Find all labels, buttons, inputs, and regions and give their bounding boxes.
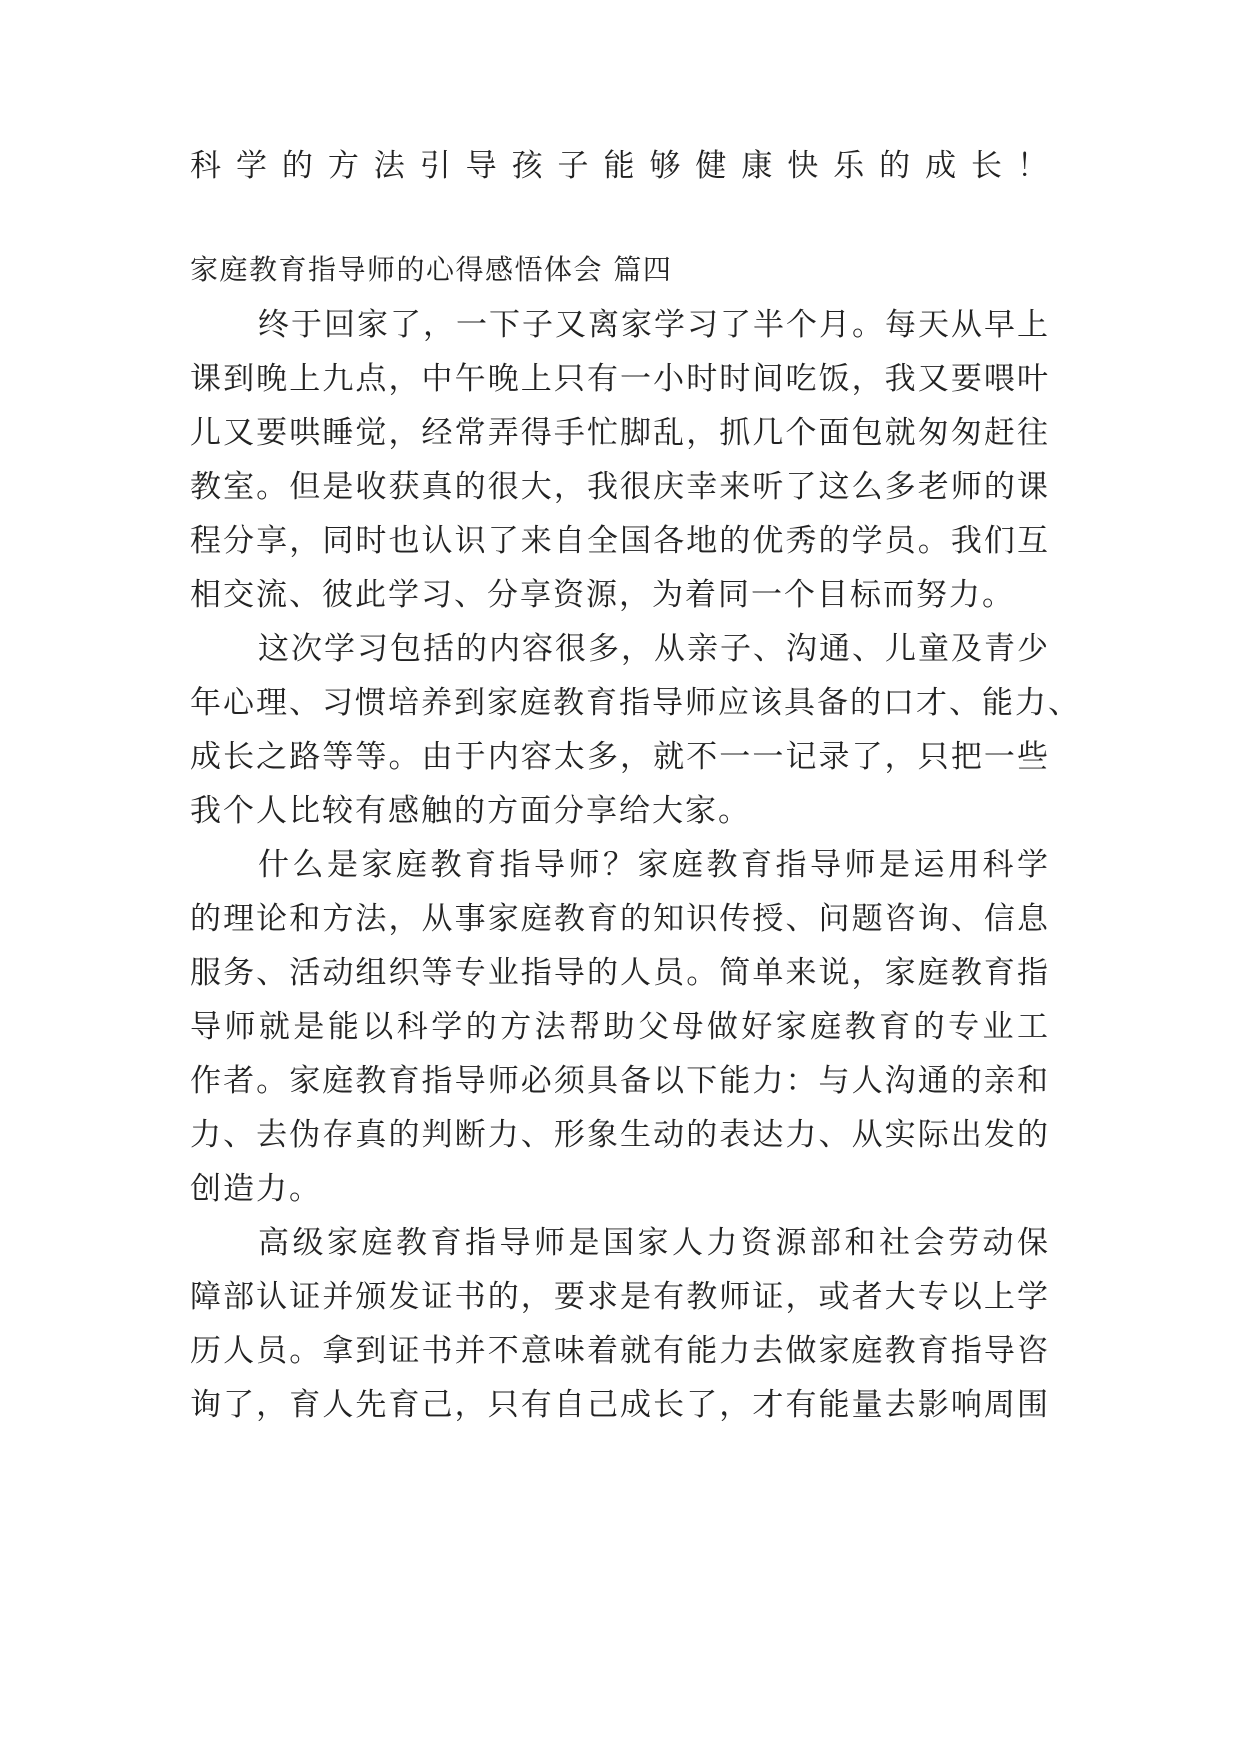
lead-line: 科学的方法引导孩子能够健康快乐的成长！ (190, 148, 1050, 184)
paragraph-line: 服务、活动组织等专业指导的人员。简单来说，家庭教育指 (190, 955, 1050, 991)
paragraph-line: 成长之路等等。由于内容太多，就不一一记录了，只把一些 (190, 739, 1050, 775)
paragraph-line: 我个人比较有感触的方面分享给大家。 (190, 793, 751, 829)
paragraph-line: 这次学习包括的内容很多，从亲子、沟通、儿童及青少 (258, 631, 1050, 667)
paragraph-line: 的理论和方法，从事家庭教育的知识传授、问题咨询、信息 (190, 901, 1050, 937)
paragraph-line: 高级家庭教育指导师是国家人力资源部和社会劳动保 (258, 1225, 1050, 1261)
section-title: 家庭教育指导师的心得感悟体会 篇四 (190, 253, 673, 286)
paragraph-line: 什么是家庭教育指导师？家庭教育指导师是运用科学 (258, 847, 1050, 883)
paragraph-line: 历人员。拿到证书并不意味着就有能力去做家庭教育指导咨 (190, 1333, 1050, 1369)
paragraph-line: 障部认证并颁发证书的，要求是有教师证，或者大专以上学 (190, 1279, 1050, 1315)
paragraph-line: 询了，育人先育己，只有自己成长了，才有能量去影响周围 (190, 1387, 1050, 1423)
paragraph-line: 终于回家了，一下子又离家学习了半个月。每天从早上 (258, 307, 1050, 343)
paragraph-line: 课到晚上九点，中午晚上只有一小时时间吃饭，我又要喂叶 (190, 361, 1050, 397)
paragraph-line: 作者。家庭教育指导师必须具备以下能力：与人沟通的亲和 (190, 1063, 1050, 1099)
paragraph-line: 相交流、彼此学习、分享资源，为着同一个目标而努力。 (190, 577, 1015, 613)
paragraph-line: 导师就是能以科学的方法帮助父母做好家庭教育的专业工 (190, 1009, 1050, 1045)
paragraph-line: 教室。但是收获真的很大，我很庆幸来听了这么多老师的课 (190, 469, 1050, 505)
paragraph-line: 力、去伪存真的判断力、形象生动的表达力、从实际出发的 (190, 1117, 1050, 1153)
paragraph-line: 儿又要哄睡觉，经常弄得手忙脚乱，抓几个面包就匆匆赶往 (190, 415, 1050, 451)
paragraph-line: 创造力。 (190, 1171, 322, 1207)
paragraph-line: 年心理、习惯培养到家庭教育指导师应该具备的口才、能力、 (190, 685, 1081, 721)
paragraph-line: 程分享，同时也认识了来自全国各地的优秀的学员。我们互 (190, 523, 1050, 559)
